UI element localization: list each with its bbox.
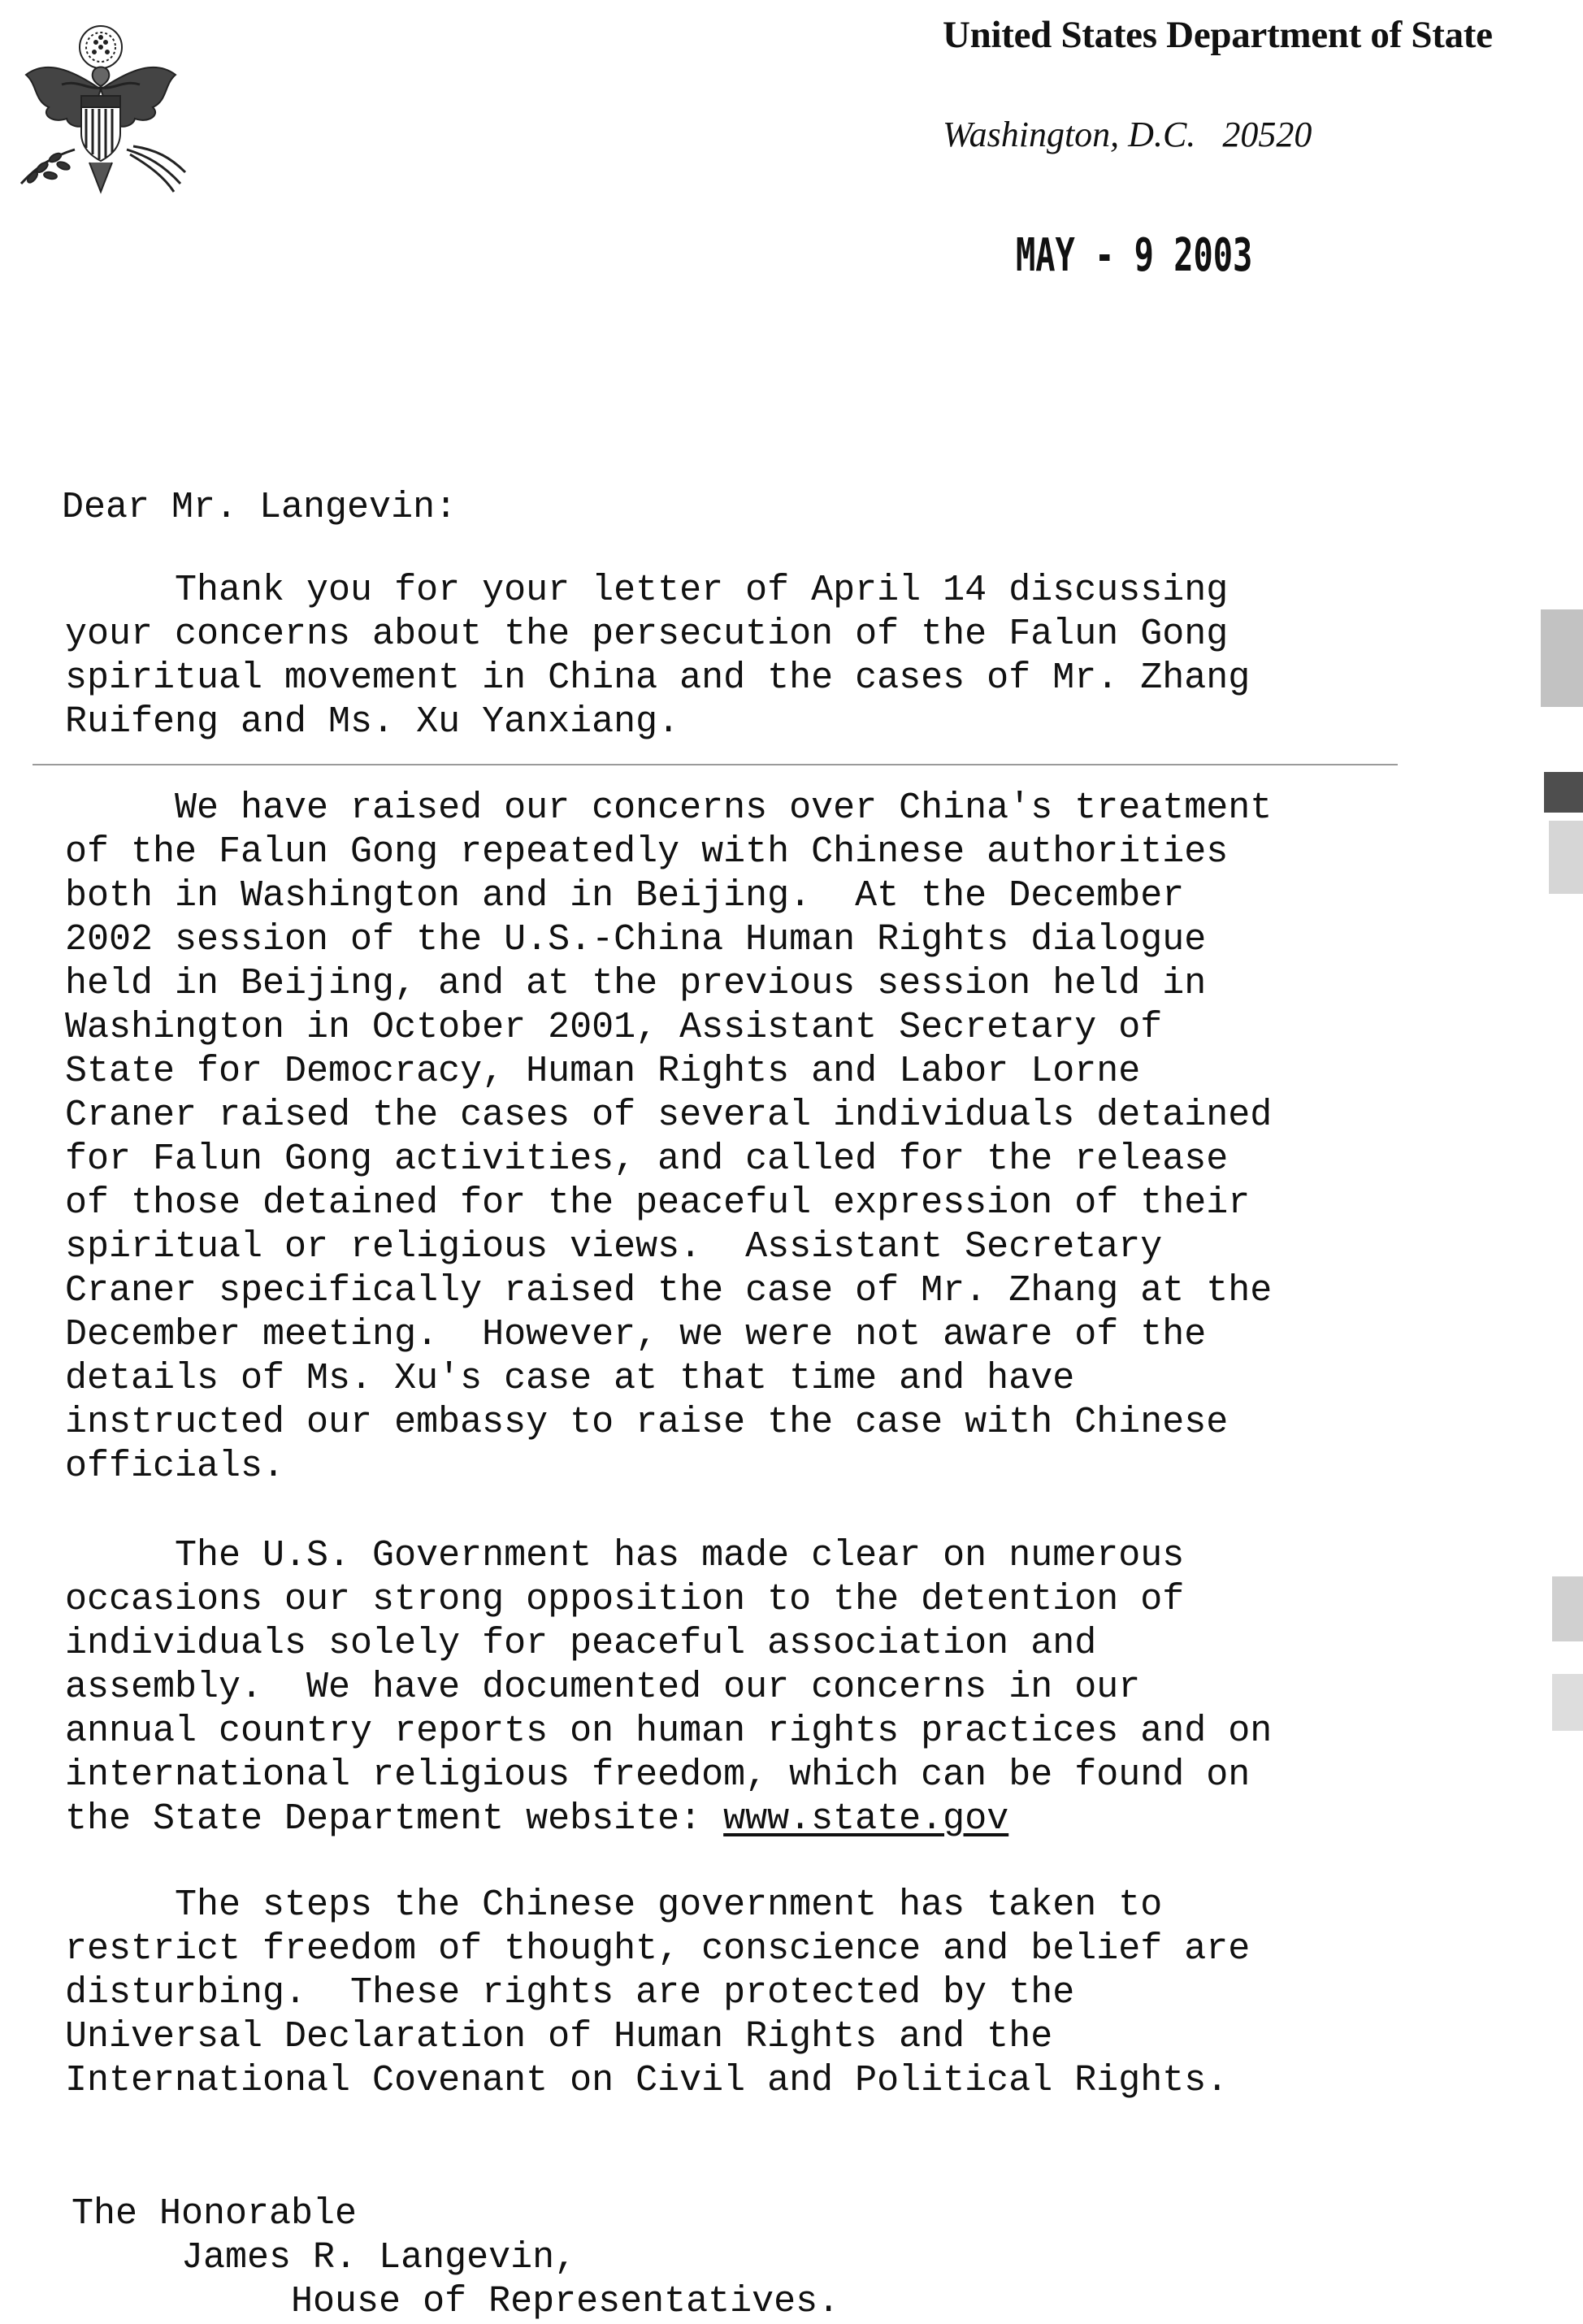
paragraph-line: held in Beijing, and at the previous session held in xyxy=(65,963,1207,1004)
paragraph-line: The steps the Chinese government has taken to xyxy=(65,1884,1163,1926)
paragraph-4 xyxy=(65,1884,1250,2103)
paragraph-line: Craner specifically raised the case of Mr. Zhang at the xyxy=(65,1270,1273,1312)
paragraph-line: Thank you for your letter of April 14 discussing xyxy=(65,570,1229,611)
zip-text: 20520 xyxy=(1222,115,1312,154)
addressee-line: House of Representatives. xyxy=(72,2281,840,2322)
paragraph-line: instructed our embassy to raise the case with Chinese xyxy=(65,1402,1229,1443)
paragraph-line: both in Washington and in Beijing. At the December xyxy=(65,875,1185,917)
paragraph-line: Washington in October 2001, Assistant Secretary of xyxy=(65,1007,1163,1048)
paragraph-line: for Falun Gong activities, and called for the release xyxy=(65,1138,1229,1180)
paragraph-line: spiritual movement in China and the cases of Mr. Zhang xyxy=(65,657,1251,699)
scan-artifact xyxy=(1544,772,1583,813)
paragraph-2 xyxy=(65,787,1272,1489)
paragraph-line: Ruifeng and Ms. Xu Yanxiang. xyxy=(65,701,680,743)
paragraph-line: occasions our strong opposition to the detention of xyxy=(65,1579,1185,1620)
paragraph-line: your concerns about the persecution of the Falun Gong xyxy=(65,614,1229,655)
paragraph-line: restrict freedom of thought, conscience and belief are xyxy=(65,1928,1251,1970)
paragraph-1 xyxy=(65,569,1250,744)
paragraph-line: officials. xyxy=(65,1446,285,1487)
paragraph-line: individuals solely for peaceful association and xyxy=(65,1623,1097,1664)
paragraph-line: International Covenant on Civil and Political Rights. xyxy=(65,2060,1229,2101)
paragraph-line: December meeting. However, we were not aware of the xyxy=(65,1314,1207,1355)
addressee-line: James R. Langevin, xyxy=(72,2237,577,2278)
paragraph-line: Universal Declaration of Human Rights and the xyxy=(65,2016,1053,2057)
paragraph-line: disturbing. These rights are protected by the xyxy=(65,1972,1075,2014)
website-link[interactable]: www.state.gov xyxy=(723,1798,1009,1840)
scan-artifact xyxy=(1552,1576,1583,1641)
scan-artifact xyxy=(1549,821,1583,894)
paragraph-line: of those detained for the peaceful expression of their xyxy=(65,1182,1251,1224)
website-line xyxy=(65,1797,1272,1841)
date-stamp: MAY - 9 2003 xyxy=(1016,229,1253,282)
paragraph-line: Craner raised the cases of several individuals detained xyxy=(65,1095,1273,1136)
scan-rule xyxy=(33,764,1398,765)
department-name: United States Department of State xyxy=(943,14,1493,56)
paragraph-line: international religious freedom, which can be found on xyxy=(65,1754,1251,1796)
paragraph-line: We have raised our concerns over China's treatment xyxy=(65,787,1273,829)
addressee-line: The Honorable xyxy=(72,2193,358,2235)
paragraph-line: annual country reports on human rights practices and on xyxy=(65,1710,1273,1752)
letterhead-address xyxy=(943,114,1312,155)
paragraph-line: spiritual or religious views. Assistant Secretary xyxy=(65,1226,1163,1268)
addressee-block xyxy=(72,2192,839,2324)
paragraph-3 xyxy=(65,1534,1272,1841)
paragraph-line: 2002 session of the U.S.-China Human Rights dialogue xyxy=(65,919,1207,960)
salutation: Dear Mr. Langevin: xyxy=(62,487,458,528)
paragraph-line: State for Democracy, Human Rights and Labor Lorne xyxy=(65,1051,1141,1092)
paragraph-line: assembly. We have documented our concerns in our xyxy=(65,1667,1141,1708)
paragraph-line: The U.S. Government has made clear on numerous xyxy=(65,1535,1185,1576)
website-line-prefix: the State Department website: xyxy=(65,1798,724,1840)
paragraph-line: details of Ms. Xu's case at that time and have xyxy=(65,1358,1075,1399)
scan-artifact xyxy=(1541,609,1583,707)
scan-artifact xyxy=(1552,1674,1583,1731)
great-seal-icon xyxy=(5,11,197,203)
paragraph-line: of the Falun Gong repeatedly with Chinese authorities xyxy=(65,831,1229,873)
city-text: Washington, D.C. xyxy=(943,115,1196,154)
